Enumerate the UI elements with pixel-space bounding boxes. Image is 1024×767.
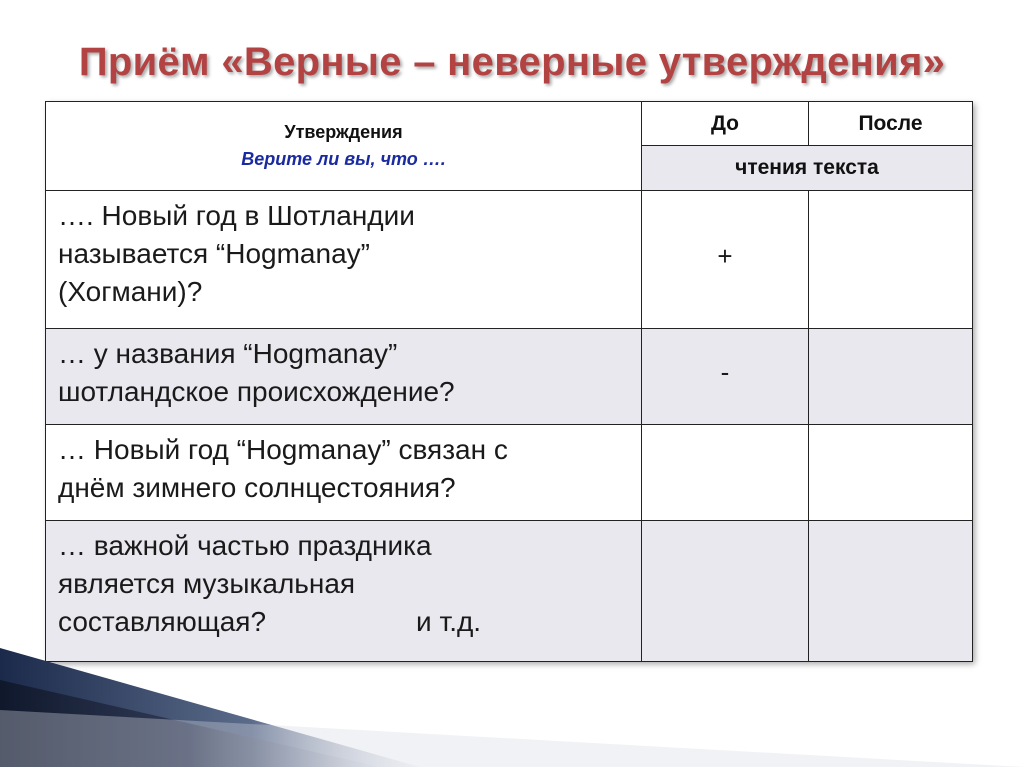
etc-label: и т.д. [416, 606, 482, 637]
header-statements-label: Утверждения [284, 122, 403, 142]
decorative-wedge [0, 640, 1024, 767]
statement-line: является музыкальная [58, 568, 356, 599]
before-mark [642, 425, 809, 521]
statement-line-with-etc [58, 603, 629, 641]
header-prompt-label: Верите ли вы, что …. [241, 149, 446, 169]
statement-line: … у названия “Hogmanay” [58, 338, 398, 369]
statement-line: шотландское происхождение? [58, 376, 455, 407]
after-mark [809, 191, 973, 329]
statements-table [45, 101, 972, 661]
statement-line: (Хогмани)? [58, 276, 203, 307]
header-after: После [809, 102, 973, 146]
after-mark [809, 425, 973, 521]
statement-line: … важной частью праздника [58, 530, 432, 561]
header-before: До [642, 102, 809, 146]
statement-line: составляющая? [58, 606, 267, 637]
statement-cell [46, 425, 642, 521]
table-row [46, 329, 973, 425]
table-row [46, 425, 973, 521]
slide-title: Приём «Верные – неверные утверждения» [78, 40, 946, 84]
statement-line: …. Новый год в Шотландии [58, 200, 415, 231]
statement-line: днём зимнего солнцестояния? [58, 472, 456, 503]
statement-cell [46, 191, 642, 329]
before-mark: - [642, 329, 809, 425]
before-mark: + [642, 191, 809, 329]
statement-cell [46, 329, 642, 425]
header-statements-cell [46, 102, 642, 191]
table-row [46, 191, 973, 329]
statement-line: … Новый год “Hogmanay” связан с [58, 434, 508, 465]
after-mark [809, 329, 973, 425]
header-reading: чтения текста [642, 146, 973, 191]
statement-line: называется “Hogmanay” [58, 238, 370, 269]
